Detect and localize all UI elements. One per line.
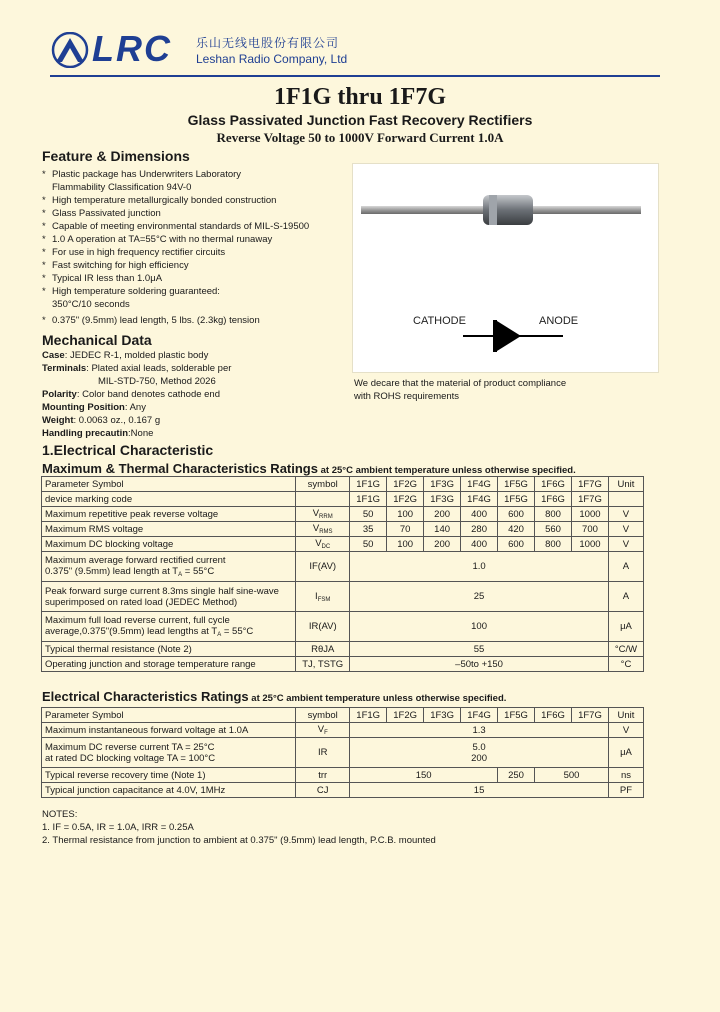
param-end: = 55°C <box>221 626 254 637</box>
list-item: * High temperature soldering guaranteed: <box>42 285 352 298</box>
table-cell: PF <box>608 783 643 798</box>
max-ratings-heading <box>42 461 576 476</box>
table-cell: 50 <box>350 537 387 552</box>
table-cell: 500 <box>535 768 609 783</box>
table-cell: °C <box>608 657 643 672</box>
polarity-value: : Color band denotes cathode end <box>76 389 220 400</box>
table-cell: V <box>608 537 643 552</box>
list-item: * Glass Passivated junction <box>42 207 352 220</box>
list-item: * Capable of meeting environmental standards of MIL-S-19500 <box>42 220 352 233</box>
elec-ratings-note: at 25°C ambient temperature unless otherwise specified. <box>248 693 507 704</box>
param-line-1: Maximum average forward rectified current <box>45 555 226 566</box>
table-row <box>42 768 644 783</box>
table-cell: 1F7G <box>572 708 609 723</box>
table-cell: IR(AV) <box>296 612 350 642</box>
param-text: 0.375" (9.5mm) lead length at T <box>45 566 179 577</box>
list-item: Flammability Classification 94V-0 <box>52 182 192 193</box>
notes <box>42 808 662 847</box>
table-cell: 1F4G <box>461 708 498 723</box>
company-name-cn: 乐山无线电股份有限公司 <box>196 36 340 50</box>
table-cell: 1.0 <box>350 552 609 582</box>
table-cell: 1000 <box>571 507 608 522</box>
table-cell: 250 <box>498 768 535 783</box>
table-cell: A <box>608 552 643 582</box>
table-cell: 1F1G <box>350 477 387 492</box>
symbol-sub: DC <box>321 544 331 550</box>
terminals-value-2: MIL-STD-750, Method 2026 <box>98 376 216 387</box>
table-cell: symbol <box>296 477 350 492</box>
section-1-heading: 1.Electrical Characteristic <box>42 442 214 458</box>
list-item: * Plastic package has Underwriters Laboratory <box>42 168 352 181</box>
table-cell: A <box>608 582 643 612</box>
table-cell <box>296 522 350 537</box>
symbol-sub: FSM <box>317 596 331 603</box>
table-cell: 70 <box>387 522 424 537</box>
table-cell: ns <box>608 768 643 783</box>
table-cell: 1F7G <box>571 477 608 492</box>
table-cell: 1F1G <box>350 708 387 723</box>
list-item: * For use in high frequency rectifier circuits <box>42 246 352 259</box>
table-cell: –50to +150 <box>350 657 609 672</box>
symbol-text: V <box>312 508 320 519</box>
mechanical-heading: Mechanical Data <box>42 332 152 348</box>
table-cell: 1F5G <box>498 708 535 723</box>
table-cell: 1F2G <box>387 492 424 507</box>
table-cell: RθJA <box>296 642 350 657</box>
table-row <box>42 612 644 642</box>
param-line-1: Maximum full load reverse current, full cycle <box>45 615 230 626</box>
table-cell: Maximum repetitive peak reverse voltage <box>42 507 296 522</box>
table-cell <box>296 492 350 507</box>
table-row <box>42 492 644 507</box>
table-cell: 1F4G <box>461 492 498 507</box>
table-cell: 600 <box>498 537 535 552</box>
table-cell: 1F5G <box>498 477 535 492</box>
symbol-text: V <box>315 538 322 549</box>
table-cell: 800 <box>535 507 572 522</box>
note-1: 1. IF = 0.5A, IR = 1.0A, IRR = 0.25A <box>42 822 194 833</box>
table-row <box>42 657 644 672</box>
mounting-value: : Any <box>124 402 146 413</box>
table-cell: μA <box>608 612 643 642</box>
table-cell: 1F1G <box>350 492 387 507</box>
notes-title: NOTES: <box>42 809 78 820</box>
note-2: 2. Thermal resistance from junction to ambient at 0.375" (9.5mm) lead length, P.C.B. mounted <box>42 835 436 846</box>
table-cell <box>42 552 296 582</box>
table-cell: 1F2G <box>387 708 424 723</box>
table-cell: 25 <box>350 582 609 612</box>
table-cell: TJ, TSTG <box>296 657 350 672</box>
table-cell: V <box>608 507 643 522</box>
table-cell: μA <box>608 738 643 768</box>
table-row <box>42 708 644 723</box>
mechanical-data <box>42 349 352 440</box>
header-rule <box>50 75 660 77</box>
list-item: * 1.0 A operation at TA=55°C with no thermal runaway <box>42 233 352 246</box>
table-cell: 420 <box>498 522 535 537</box>
table-cell: Parameter Symbol <box>42 708 296 723</box>
table-cell: Typical junction capacitance at 4.0V, 1MHz <box>42 783 296 798</box>
table-row <box>42 537 644 552</box>
table-cell: Operating junction and storage temperature range <box>42 657 296 672</box>
table-cell <box>296 507 350 522</box>
table-row <box>42 642 644 657</box>
table-cell: °C/W <box>608 642 643 657</box>
table-cell: 700 <box>571 522 608 537</box>
table-cell: 1F6G <box>535 477 572 492</box>
table-cell: 1.3 <box>350 723 609 738</box>
table-cell: 1F5G <box>498 492 535 507</box>
param-line-2: superimposed on rated load (JEDEC Method) <box>45 596 238 608</box>
param-sub: A <box>178 572 183 578</box>
table-cell: 400 <box>461 537 498 552</box>
table-cell: Maximum instantaneous forward voltage at 1.0A <box>42 723 296 738</box>
elec-ratings-table <box>41 707 644 798</box>
table-row <box>42 477 644 492</box>
table-cell: CJ <box>296 783 350 798</box>
table-row <box>42 507 644 522</box>
table-cell: Typical thermal resistance (Note 2) <box>42 642 296 657</box>
company-name-en: Leshan Radio Company, Ltd <box>196 52 348 66</box>
param-line-2 <box>45 626 292 638</box>
page-subtitle-ratings: Reverse Voltage 50 to 1000V Forward Current 1.0A <box>216 130 504 145</box>
table-cell: 35 <box>350 522 387 537</box>
table-cell: 400 <box>461 507 498 522</box>
symbol-text: V <box>317 724 325 735</box>
ir-value-100c: 200 <box>471 752 487 764</box>
table-cell: 50 <box>350 507 387 522</box>
features-heading: Feature & Dimensions <box>42 148 190 164</box>
polarity-label: Polarity <box>42 389 77 400</box>
table-cell: device marking code <box>42 492 296 507</box>
table-cell: V <box>608 522 643 537</box>
table-row <box>42 738 644 768</box>
lrc-logo-icon <box>50 32 90 68</box>
rohs-line-1: We decare that the material of product compliance <box>354 378 567 389</box>
param-line-2: at rated DC blocking voltage TA = 100°C <box>45 752 216 764</box>
table-cell: 1000 <box>571 537 608 552</box>
list-item: * 0.375" (9.5mm) lead length, 5 lbs. (2.3kg) tension <box>42 314 352 327</box>
table-cell: Maximum RMS voltage <box>42 522 296 537</box>
page-title: 1F1G thru 1F7G <box>274 84 446 110</box>
table-cell: 560 <box>535 522 572 537</box>
table-cell: 1F3G <box>424 708 461 723</box>
table-cell: Unit <box>608 708 643 723</box>
table-cell: 100 <box>387 507 424 522</box>
page-subtitle: Glass Passivated Junction Fast Recovery Rectifiers <box>187 112 533 128</box>
table-cell: 1F3G <box>424 477 461 492</box>
list-item: * Fast switching for high efficiency <box>42 259 352 272</box>
table-cell: 15 <box>350 783 609 798</box>
table-cell <box>42 582 296 612</box>
terminals-label: Terminals <box>42 363 87 374</box>
table-cell: 140 <box>424 522 461 537</box>
weight-label: Weight <box>42 415 74 426</box>
table-cell <box>350 738 609 768</box>
param-line-1: Maximum DC reverse current TA = 25°C <box>45 741 215 753</box>
table-cell: 800 <box>535 537 572 552</box>
cathode-label: CATHODE <box>413 315 466 327</box>
max-ratings-note: at 25°C ambient temperature unless otherwise specified. <box>317 465 576 476</box>
table-cell <box>296 582 350 612</box>
table-cell: IR <box>296 738 350 768</box>
table-cell: 600 <box>498 507 535 522</box>
table-cell: 1F6G <box>535 708 572 723</box>
symbol-sub: RMS <box>319 529 333 535</box>
case-value: : JEDEC R-1, molded plastic body <box>64 350 209 361</box>
ir-value-25c: 5.0 <box>472 741 486 753</box>
symbol-text: I <box>315 590 318 602</box>
table-cell: 1F3G <box>424 492 461 507</box>
case-label: Case <box>42 350 65 361</box>
elec-ratings-heading <box>42 689 506 704</box>
table-cell: 1F2G <box>387 477 424 492</box>
handling-label: Handling precautin <box>42 428 129 439</box>
table-cell: Maximum DC blocking voltage <box>42 537 296 552</box>
max-ratings-title: Maximum & Thermal Characteristics Ratings <box>42 461 318 476</box>
table-row <box>42 522 644 537</box>
table-cell: Parameter Symbol <box>42 477 296 492</box>
table-cell <box>296 723 350 738</box>
table-row <box>42 723 644 738</box>
table-cell: V <box>608 723 643 738</box>
rohs-statement <box>354 377 654 403</box>
diode-photo-icon <box>353 164 658 372</box>
table-cell: 1F6G <box>535 492 572 507</box>
table-cell: Typical reverse recovery time (Note 1) <box>42 768 296 783</box>
table-cell: 55 <box>350 642 609 657</box>
table-cell: Unit <box>608 477 643 492</box>
param-line-2 <box>45 566 292 578</box>
table-cell: 100 <box>350 612 609 642</box>
table-cell: 280 <box>461 522 498 537</box>
anode-label: ANODE <box>539 315 579 327</box>
features-list <box>42 168 352 327</box>
table-row <box>42 552 644 582</box>
max-ratings-table <box>41 476 644 672</box>
table-cell: symbol <box>296 708 350 723</box>
table-cell: trr <box>296 768 350 783</box>
table-cell: 1F4G <box>461 477 498 492</box>
weight-value: : 0.0063 oz., 0.167 g <box>73 415 161 426</box>
table-cell: IF(AV) <box>296 552 350 582</box>
symbol-text: V <box>312 523 320 534</box>
table-cell: 200 <box>424 507 461 522</box>
list-item: * Typical IR less than 1.0μA <box>42 272 352 285</box>
table-row <box>42 582 644 612</box>
list-item: * High temperature metallurgically bonded construction <box>42 194 352 207</box>
param-end: = 55°C <box>182 566 215 577</box>
company-header <box>50 28 660 78</box>
param-text: average,0.375"(9.5mm) lead lengths at T <box>45 626 218 637</box>
rohs-line-2: with ROHS requirements <box>354 391 460 402</box>
param-sub: A <box>217 632 222 638</box>
table-cell <box>608 492 643 507</box>
mounting-label: Mounting Position <box>42 402 125 413</box>
diode-diagram <box>352 163 659 373</box>
logo-text: LRC <box>92 28 172 69</box>
table-cell: 100 <box>387 537 424 552</box>
table-cell: 150 <box>350 768 498 783</box>
table-cell: 1F7G <box>571 492 608 507</box>
symbol-sub: F <box>324 730 328 736</box>
handling-value: :None <box>128 428 154 439</box>
list-item: 350°C/10 seconds <box>52 299 130 310</box>
table-row <box>42 783 644 798</box>
table-cell <box>42 612 296 642</box>
terminals-value: : Plated axial leads, solderable per <box>86 363 232 374</box>
table-cell: 200 <box>424 537 461 552</box>
symbol-sub: RRM <box>319 514 333 520</box>
param-line-1: Peak forward surge current 8.3ms single half sine-wave <box>45 585 279 597</box>
elec-ratings-title: Electrical Characteristics Ratings <box>42 689 249 704</box>
table-cell <box>42 738 296 768</box>
table-cell <box>296 537 350 552</box>
